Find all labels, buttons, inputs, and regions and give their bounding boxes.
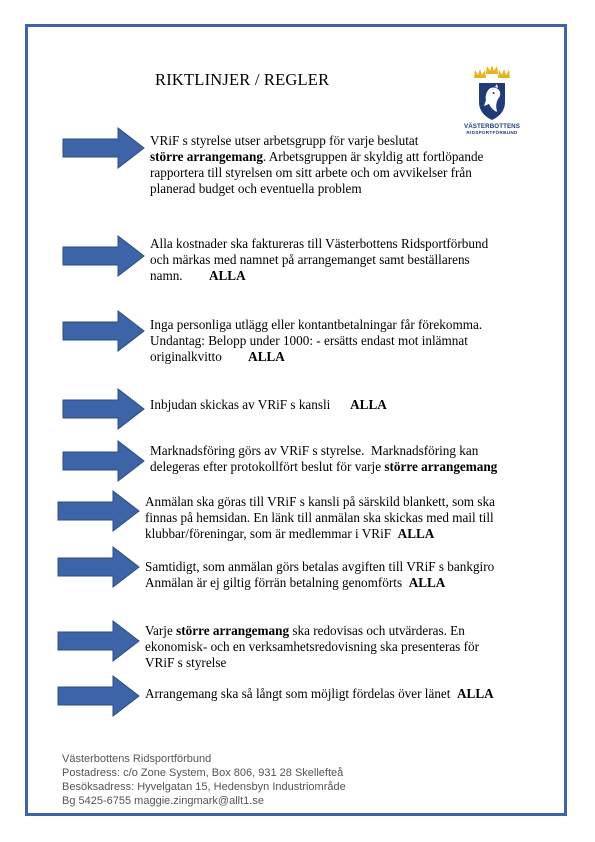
rule-line: [145, 526, 495, 542]
horse-crest-icon: [462, 66, 522, 122]
rule-emphasis: ALLA: [248, 349, 285, 364]
rule-line: [150, 459, 497, 475]
rule-text: [150, 443, 497, 475]
rule-emphasis: ALLA: [457, 686, 494, 701]
rule-segment: finnas på hemsidan. En länk till anmälan ska skickas med mail till: [145, 510, 494, 525]
rule-emphasis: ALLA: [397, 526, 435, 541]
rule-line: [150, 236, 488, 252]
rule-segment: namn.: [150, 268, 209, 283]
footer-line-org: Västerbottens Ridsportförbund: [62, 753, 212, 765]
rule-segment: Alla kostnader ska faktureras till Västerbottens Ridsportförbund: [150, 236, 489, 251]
rule-line: [150, 349, 482, 365]
rule-segment: VRiF s styrelse utser arbetsgrupp för varje beslutat: [150, 133, 419, 148]
arrow-right-icon: [57, 546, 141, 588]
arrow-right-icon: [62, 310, 146, 352]
rule-segment: och märkas med namnet på arrangemanget samt beställarens: [150, 252, 470, 267]
rule-segment: Arrangemang ska så långt som möjligt fördelas över länet: [145, 686, 458, 701]
logo-text-line1: VÄSTERBOTTENS: [464, 123, 520, 130]
rule-line: [145, 623, 479, 639]
rule-segment: ska redovisas och utvärderas. En: [289, 623, 465, 638]
rule-emphasis: ALLA: [208, 268, 246, 283]
rule-line: [145, 655, 479, 671]
rule-segment: Anmälan är ej giltig förrän betalning genomförts: [145, 575, 409, 590]
rule-line: [150, 443, 497, 459]
rule-line: [145, 686, 494, 702]
rule-text: [150, 317, 482, 365]
rule-segment: delegeras efter protokollfört beslut för varje: [150, 459, 385, 474]
rule-line: [150, 181, 483, 197]
rule-segment: Samtidigt, som anmälan görs betalas avgiften till VRiF s bankgiro: [145, 559, 495, 574]
arrow-right-icon: [57, 490, 141, 532]
rule-segment: originalkvitto: [150, 349, 249, 364]
rule-line: [150, 165, 483, 181]
rule-segment: ekonomisk- och en verksamhetsredovisning ska presenteras för: [145, 639, 479, 654]
arrow-right-icon: [57, 675, 141, 717]
rule-text: [145, 494, 495, 542]
rule-segment: rapportera till styrelsen om sitt arbete och om avvikelser från: [150, 165, 472, 180]
rule-line: [145, 575, 494, 591]
rule-line: [150, 268, 488, 284]
rule-line: [150, 133, 483, 149]
arrow-right-icon: [62, 127, 146, 169]
footer-line-visit: Besöksadress: Hyvelgatan 15, Hedensbyn Industriområde: [62, 781, 346, 793]
logo-text-line2: RIDSPORTFÖRBUND: [466, 130, 518, 135]
rule-segment: Undantag: Belopp under 1000: - ersätts endast mot inlämnat: [150, 333, 468, 348]
rule-text: [145, 559, 494, 591]
arrow-right-icon: [57, 620, 141, 662]
rule-line: [145, 494, 495, 510]
rule-segment: klubbar/föreningar, som är medlemmar i VRiF: [145, 526, 398, 541]
rule-segment: VRiF s styrelse: [145, 655, 227, 670]
rule-line: [150, 333, 482, 349]
footer-line-bank-email: Bg 5425-6755 maggie.zingmark@allt1.se: [62, 795, 264, 807]
footer-contact: [62, 752, 346, 808]
rule-segment: Marknadsföring görs av VRiF s styrelse. Marknadsföring kan: [150, 443, 479, 458]
rule-text: [145, 686, 494, 702]
rule-text: [150, 133, 483, 197]
arrow-right-icon: [62, 235, 146, 277]
page-title: RIKTLINJER / REGLER: [155, 70, 330, 89]
rule-emphasis: större arrangemang: [176, 623, 290, 638]
arrow-right-icon: [62, 440, 146, 482]
rule-line: [150, 252, 488, 268]
rule-segment: Anmälan ska göras till VRiF s kansli på särskild blankett, som ska: [145, 494, 495, 509]
rule-segment: planerad budget och eventuella problem: [150, 181, 362, 196]
footer-line-postal: Postadress: c/o Zone System, Box 806, 931 28 Skellefteå: [62, 767, 344, 779]
rule-line: [150, 397, 387, 413]
rule-segment: Inbjudan skickas av VRiF s kansli: [150, 397, 351, 412]
rule-segment: Inga personliga utlägg eller kontantbetalningar får förekomma.: [150, 317, 483, 332]
rule-emphasis: ALLA: [408, 575, 446, 590]
rule-text: [145, 623, 479, 671]
arrow-right-icon: [62, 388, 146, 430]
rule-text: [150, 397, 387, 413]
rule-emphasis: ALLA: [350, 397, 387, 412]
rule-segment: Varje: [145, 623, 177, 638]
rule-line: [145, 559, 494, 575]
rule-line: [150, 149, 483, 165]
rule-line: [145, 510, 495, 526]
rule-emphasis: större arrangemang: [384, 459, 498, 474]
rule-text: [150, 236, 488, 284]
logo: [462, 66, 522, 142]
rule-segment: . Arbetsgruppen är skyldig att fortlöpande: [262, 149, 484, 164]
rule-emphasis: större arrangemang: [150, 149, 263, 164]
rule-line: [150, 317, 482, 333]
rule-line: [145, 639, 479, 655]
